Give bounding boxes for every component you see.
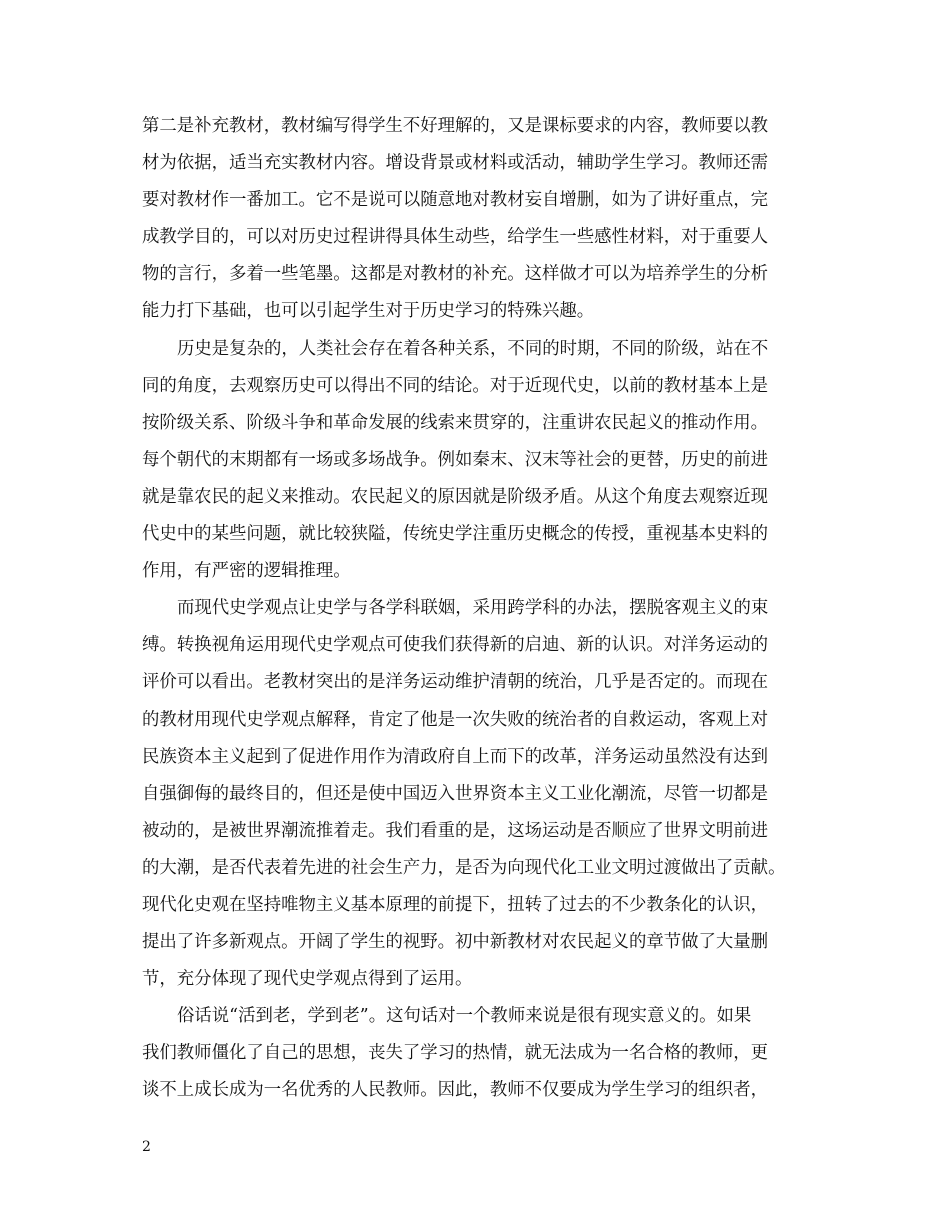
text-line: 每个朝代的末期都有一场或多场战争。例如秦末、汉末等社会的更替，历史的前进 [142,449,769,470]
text-line: 的教材用现代史学观点解释，肯定了他是一次失败的统治者的自救运动，客观上对 [142,709,769,730]
text-line: 历史是复杂的，人类社会存在着各种关系，不同的时期，不同的阶级，站在不 [177,338,769,359]
text-line: 现代化史观在坚持唯物主义基本原理的前提下，扭转了过去的不少教条化的认识， [142,894,769,915]
text-line: 我们教师僵化了自己的思想，丧失了学习的热情，就无法成为一名合格的教师，更 [142,1043,769,1064]
text-line: 而现代史学观点让史学与各学科联姻，采用跨学科的办法，摆脱客观主义的束 [177,598,769,619]
text-line: 材为依据，适当充实教材内容。增设背景或材料或活动，辅助学生学习。教师还需 [142,153,769,174]
text-line: 成教学目的，可以对历史过程讲得具体生动些，给学生一些感性材料，对于重要人 [142,227,769,248]
text-line: 的大潮，是否代表着先进的社会生产力，是否为向现代化工业文明过渡做出了贡献。 [142,857,786,878]
text-line: 提出了许多新观点。开阔了学生的视野。初中新教材对农民起义的章节做了大量删 [142,932,769,953]
text-line: 按阶级关系、阶级斗争和革命发展的线索来贯穿的，注重讲农民起义的推动作用。 [142,412,769,433]
text-line: 谈不上成长成为一名优秀的人民教师。因此，教师不仅要成为学生学习的组织者， [142,1080,769,1101]
text-line: 物的言行，多着一些笔墨。这都是对教材的补充。这样做才可以为培养学生的分析 [142,264,769,285]
document-body [142,108,810,1110]
text-line: 评价可以看出。老教材突出的是洋务运动维护清朝的统治，几乎是否定的。而现在 [142,672,769,693]
text-line: 被动的，是被世界潮流推着走。我们看重的是，这场运动是否顺应了世界文明前进 [142,820,769,841]
text-line: 自强御侮的最终目的，但还是使中国迈入世界资本主义工业化潮流，尽管一切都是 [142,783,769,804]
text-line: 就是靠农民的起义来推动。农民起义的原因就是阶级矛盾。从这个角度去观察近现 [142,486,769,507]
text-line: 作用，有严密的逻辑推理。 [142,561,351,582]
text-line: 节，充分体现了现代史学观点得到了运用。 [142,969,473,990]
page-number: 2 [142,1139,151,1155]
text-line: 能力打下基础，也可以引起学生对于历史学习的特殊兴趣。 [142,301,595,322]
text-line: 代史中的某些问题，就比较狭隘，传统史学注重历史概念的传授，重视基本史料的 [142,524,769,545]
text-line: 缚。转换视角运用现代史学观点可使我们获得新的启迪、新的认识。对洋务运动的 [142,635,769,656]
text-line: 同的角度，去观察历史可以得出不同的结论。对于近现代史，以前的教材基本上是 [142,375,769,396]
text-line: 要对教材作一番加工。它不是说可以随意地对教材妄自增删，如为了讲好重点，完 [142,190,769,211]
text-line: 民族资本主义起到了促进作用作为清政府自上而下的改革，洋务运动虽然没有达到 [142,746,769,767]
text-line: 第二是补充教材，教材编写得学生不好理解的，又是课标要求的内容，教师要以教 [142,116,769,136]
text-line: 俗话说“活到老，学到老”。这句话对一个教师来说是很有现实意义的。如果 [177,1006,752,1027]
